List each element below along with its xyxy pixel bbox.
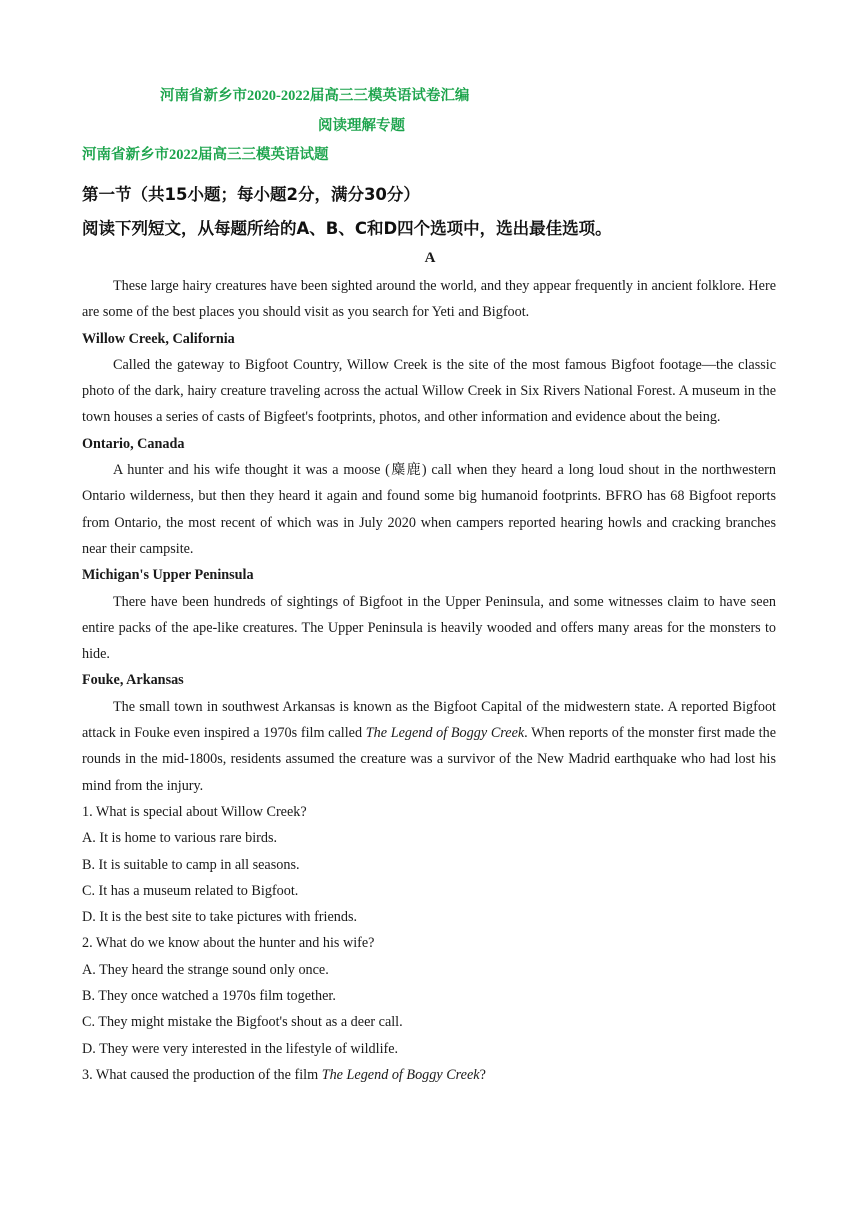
section-heading: 第一节（共15小题；每小题2分，满分30分） [82, 185, 420, 204]
film-title: The Legend of Boggy Creek [365, 725, 525, 742]
section-heading-willow-creek: Willow Creek, California [82, 330, 235, 347]
fouke-text-after: . When reports of the monster first made the rounds in the mid-1800s, residents assumed the creature was a survivor of the New Madrid earthquake who had lost his mind from the injury. [82, 725, 776, 794]
fouke-text-before: The small town in southwest Arkansas is known as the Bigfoot Capital of the midwestern state. A reported Bigfoot attack in Fouke even inspired a 1970s film called [82, 698, 776, 742]
question-3-stem-after: ? [479, 1066, 486, 1083]
exam-title: 河南省新乡市2022届高三三模英语试题 [82, 147, 329, 163]
section-heading-michigan: Michigan's Upper Peninsula [82, 567, 254, 584]
section-heading-fouke: Fouke, Arkansas [82, 672, 184, 689]
passage-letter: A [424, 250, 436, 266]
question-1-option-b: B. It is suitable to camp in all seasons. [82, 856, 300, 873]
question-2-option-b: B. They once watched a 1970s film together. [82, 988, 336, 1005]
section-text-ontario: A hunter and his wife thought it was a moose (麋鹿) call when they heard a long loud shout in the northwestern Ontario wilderness, but then they heard it again and found some big humanoid footprints. BFRO has 68 Bigfoot reports from Ontario, the most recent of which was in July 2020 when campers reported hearing howls and cracking branches near their campsite. [82, 462, 776, 557]
question-3-stem [82, 1062, 776, 1088]
section-text-willow-creek: Called the gateway to Bigfoot Country, Willow Creek is the site of the most famous Bigfoot footage—the classic photo of the dark, hairy creature traveling across the actual Willow Creek in Six Rivers National Forest. A museum in the town houses a series of casts of Bigfeet's footprints, photos, and other information and evidence about the being. [82, 356, 776, 426]
question-3-stem-before: 3. What caused the production of the film [82, 1066, 322, 1083]
question-2-option-d: D. They were very interested in the lifestyle of wildlife. [82, 1040, 399, 1057]
compilation-title: 河南省新乡市2020-2022届高三三模英语试卷汇编 [160, 88, 470, 104]
question-2-option-a: A. They heard the strange sound only once. [82, 961, 329, 978]
section-text-michigan: There have been hundreds of sightings of Bigfoot in the Upper Peninsula, and some witnesses claim to have seen entire packs of the ape-like creatures. The Upper Peninsula is heavily wooded and offers many areas for the monsters to hide. [82, 593, 776, 663]
passage-intro: These large hairy creatures have been sighted around the world, and they appear frequently in ancient folklore. Here are some of the best places you should visit as you search for Yeti and Bigfoot. [82, 278, 776, 321]
question-1-option-d: D. It is the best site to take pictures with friends. [82, 909, 358, 926]
passage-body [82, 273, 776, 1088]
section-heading-ontario: Ontario, Canada [82, 435, 185, 452]
question-2-option-c: C. They might mistake the Bigfoot's shout as a deer call. [82, 1014, 403, 1031]
topic-title: 阅读理解专题 [318, 118, 405, 134]
section-text-fouke [82, 694, 776, 799]
question-1-stem: 1. What is special about Willow Creek? [82, 803, 307, 820]
question-1-option-c: C. It has a museum related to Bigfoot. [82, 882, 299, 899]
section-instruction: 阅读下列短文，从每题所给的A、B、C和D四个选项中，选出最佳选项。 [82, 219, 612, 238]
question-2-stem: 2. What do we know about the hunter and his wife? [82, 935, 375, 952]
question-1-option-a: A. It is home to various rare birds. [82, 830, 278, 847]
question-3-film-title: The Legend of Boggy Creek [321, 1066, 480, 1083]
